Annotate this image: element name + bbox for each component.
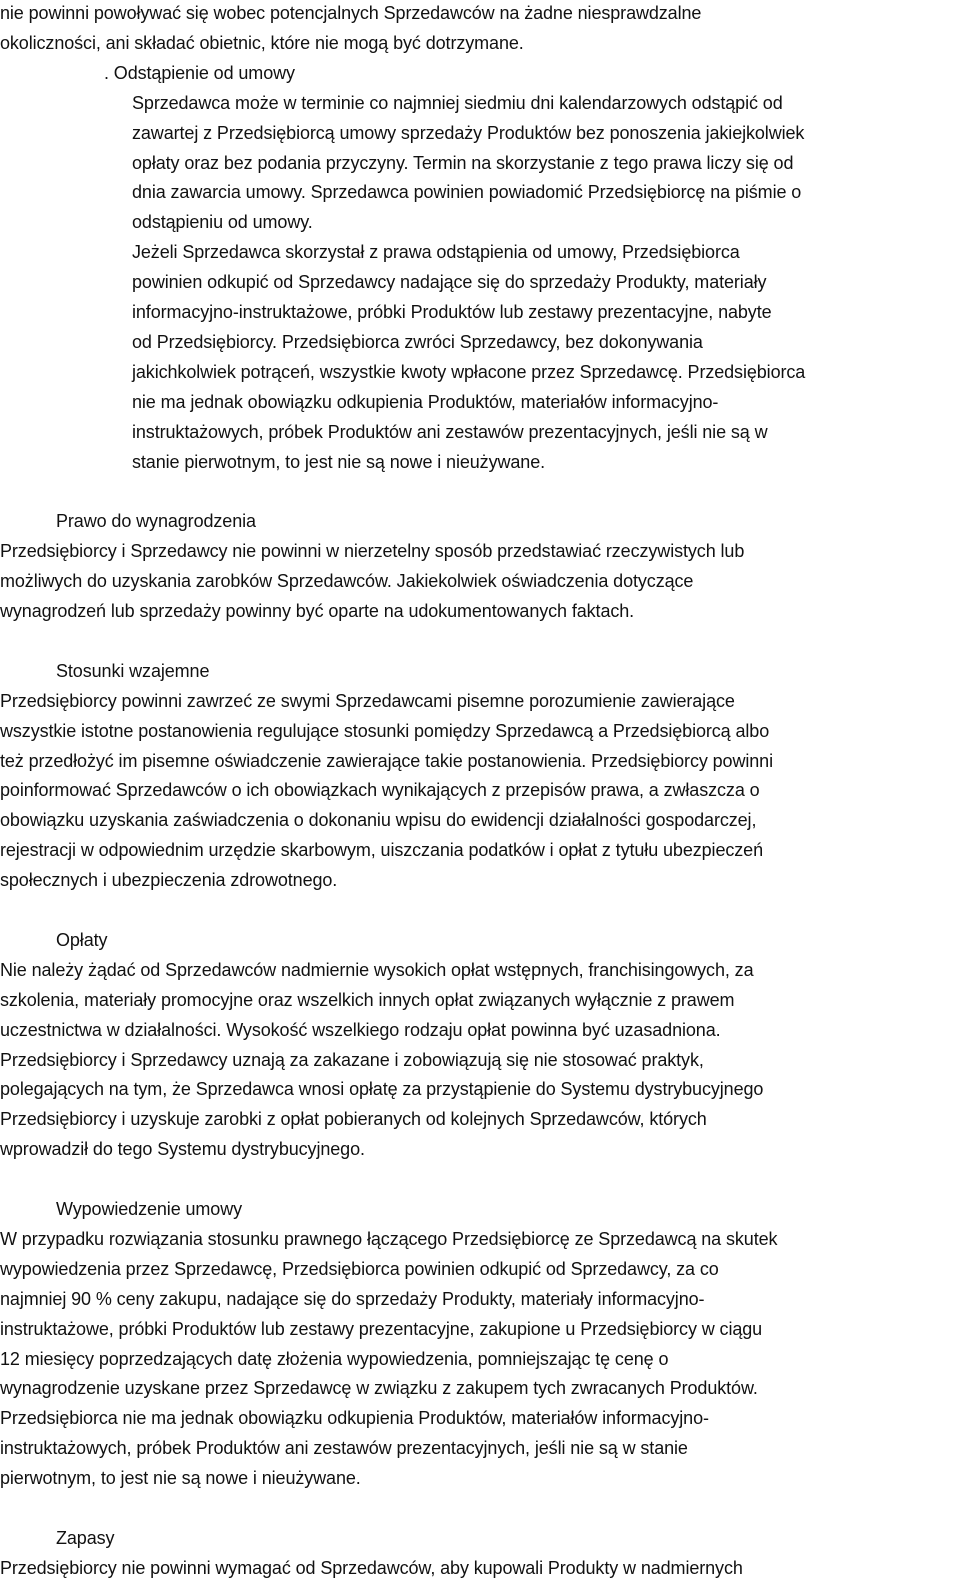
- text-line: nie powinni powoływać się wobec potencjalnych Sprzedawców na żadne niesprawdzalne: [0, 3, 702, 23]
- section-heading: Opłaty: [56, 929, 108, 950]
- text-line: wypowiedzenia przez Sprzedawcę, Przedsiębiorca powinien odkupić od Sprzedawcy, za co: [0, 1258, 719, 1279]
- text-line: wynagrodzeń lub sprzedaży powinny być oparte na udokumentowanych faktach.: [0, 601, 635, 621]
- text-line: instruktażowych, próbek Produktów ani zestawów prezentacyjnych, jeśli nie są w stanie: [0, 1438, 688, 1459]
- text-line: uczestnictwa w działalności. Wysokość wszelkiego rodzaju opłat powinna być uzasadniona.: [0, 1019, 721, 1040]
- text-line: najmniej 90 % ceny zakupu, nadające się do sprzedaży Produkty, materiały informacyjno-: [0, 1288, 705, 1309]
- text-line: informacyjno-instruktażowe, próbki Produktów lub zestawy prezentacyjne, nabyte: [132, 302, 772, 322]
- text-line: dnia zawarcia umowy. Sprzedawca powinien powiadomić Przedsiębiorcę na piśmie o: [132, 182, 802, 203]
- text-line: Przedsiębiorcy nie powinni wymagać od Sprzedawców, aby kupowali Produkty w nadmiernych: [0, 1557, 743, 1578]
- text-line: okoliczności, ani składać obietnic, które nie mogą być dotrzymane.: [0, 32, 524, 53]
- text-line: Przedsiębiorcy i Sprzedawcy uznają za zakazane i zobowiązują się nie stosować praktyk,: [0, 1049, 704, 1070]
- text-line: też przedłożyć im pisemne oświadczenie zawierające takie postanowienia. Przedsiębiorcy powinni: [0, 750, 773, 771]
- text-line: odstąpieniu od umowy.: [132, 212, 313, 233]
- text-line: Przedsiębiorcy powinni zawrzeć ze swymi Sprzedawcami pisemne porozumienie zawierające: [0, 690, 735, 711]
- text-line: Przedsiębiorca nie ma jednak obowiązku odkupienia Produktów, materiałów informacyjno-: [0, 1408, 709, 1429]
- text-line: Przedsiębiorcy i uzyskuje zarobki z opłat pobieranych od kolejnych Sprzedawców, których: [0, 1109, 707, 1130]
- text-line: możliwych do uzyskania zarobków Sprzedawców. Jakiekolwiek oświadczenia dotyczące: [0, 571, 694, 592]
- text-line: Nie należy żądać od Sprzedawców nadmiernie wysokich opłat wstępnych, franchisingowych, za: [0, 959, 754, 980]
- text-line: Jeżeli Sprzedawca skorzystał z prawa odstąpienia od umowy, Przedsiębiorca: [132, 242, 740, 263]
- text-line: obowiązku uzyskania zaświadczenia o dokonaniu wpisu do ewidencji działalności gospodarczej,: [0, 810, 757, 831]
- text-line: Sprzedawca może w terminie co najmniej siedmiu dni kalendarzowych odstąpić od: [132, 92, 783, 113]
- text-line: jakichkolwiek potrąceń, wszystkie kwoty wpłacone przez Sprzedawcę. Przedsiębiorca: [132, 361, 806, 382]
- section-heading: Stosunki wzajemne: [56, 660, 210, 681]
- text-line: Przedsiębiorcy i Sprzedawcy nie powinni w nierzetelny sposób przedstawiać rzeczywistych lub: [0, 541, 745, 562]
- section-heading: Wypowiedzenie umowy: [56, 1199, 243, 1219]
- text-line: zawartej z Przedsiębiorcą umowy sprzedaży Produktów bez ponoszenia jakiejkolwiek: [132, 122, 805, 143]
- text-line: 12 miesięcy poprzedzających datę złożenia wypowiedzenia, pomniejszając tę cenę o: [0, 1348, 669, 1369]
- text-line: poinformować Sprzedawców o ich obowiązkach wynikających z przepisów prawa, a zwłaszcza o: [0, 780, 760, 801]
- text-line: wprowadził do tego Systemu dystrybucyjnego.: [0, 1139, 365, 1160]
- text-line: rejestracji w odpowiednim urzędzie skarbowym, uiszczania podatków i opłat z tytułu ubezpieczeń: [0, 840, 763, 861]
- text-line: . Odstąpienie od umowy: [104, 62, 295, 83]
- text-line: od Przedsiębiorcy. Przedsiębiorca zwróci Sprzedawcy, bez dokonywania: [132, 331, 703, 352]
- section-heading: Zapasy: [56, 1527, 115, 1548]
- text-line: wynagrodzenie uzyskane przez Sprzedawcę w związku z zakupem tych zwracanych Produktów.: [0, 1378, 758, 1399]
- text-line: W przypadku rozwiązania stosunku prawnego łączącego Przedsiębiorcę ze Sprzedawcą na skutek: [0, 1228, 778, 1249]
- text-line: polegających na tym, że Sprzedawca wnosi opłatę za przystąpienie do Systemu dystrybucyjnego: [0, 1079, 764, 1100]
- text-line: wszystkie istotne postanowienia regulujące stosunki pomiędzy Sprzedawcą a Przedsiębiorcą albo: [0, 720, 770, 741]
- text-line: instruktażowe, próbki Produktów lub zestawy prezentacyjne, zakupione u Przedsiębiorcy w ciągu: [0, 1318, 763, 1339]
- section-heading: Prawo do wynagrodzenia: [56, 511, 256, 532]
- text-line: opłaty oraz bez podania przyczyny. Termin na skorzystanie z tego prawa liczy się od: [132, 152, 794, 173]
- text-line: pierwotnym, to jest nie są nowe i nieużywane.: [0, 1468, 361, 1489]
- text-line: powinien odkupić od Sprzedawcy nadające się do sprzedaży Produkty, materiały: [132, 272, 767, 293]
- text-line: instruktażowych, próbek Produktów ani zestawów prezentacyjnych, jeśli nie są w: [132, 421, 768, 442]
- text-line: stanie pierwotnym, to jest nie są nowe i nieużywane.: [132, 451, 546, 472]
- text-line: społecznych i ubezpieczenia zdrowotnego.: [0, 870, 338, 891]
- text-line: szkolenia, materiały promocyjne oraz wszelkich innych opłat związanych wyłącznie z prawem: [0, 989, 735, 1010]
- text-line: nie ma jednak obowiązku odkupienia Produktów, materiałów informacyjno-: [132, 391, 719, 412]
